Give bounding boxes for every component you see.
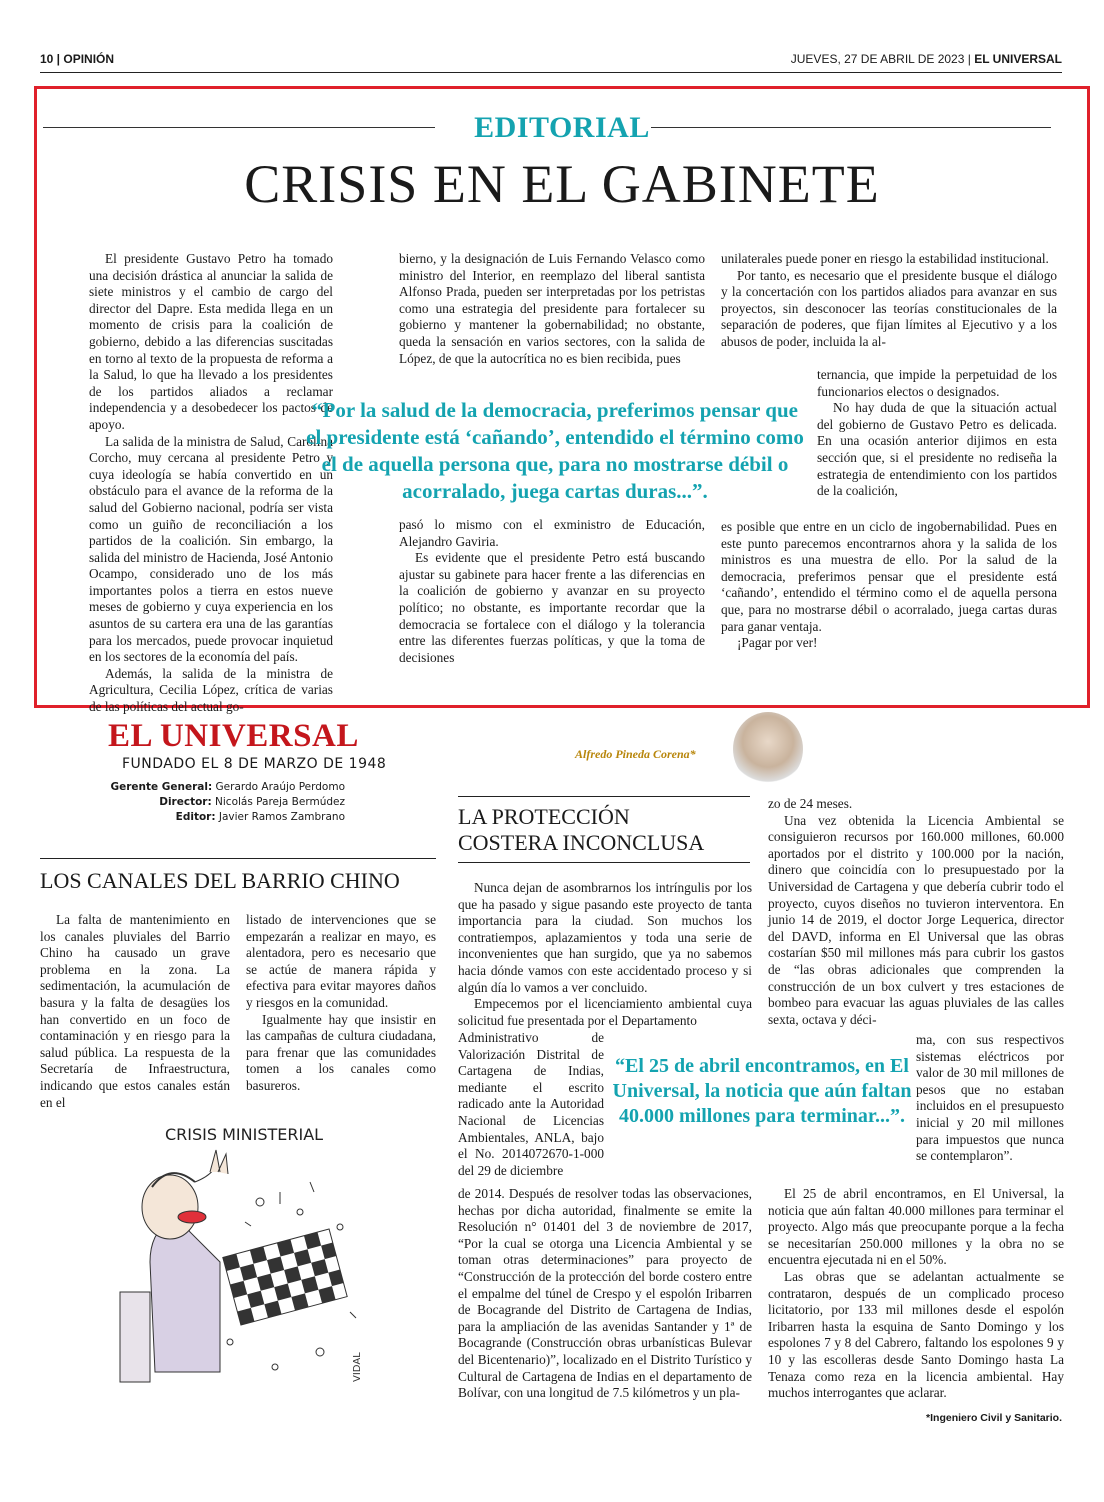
proteccion-column-1c: de 2014. Después de resolver todas las observaciones, hechas por dicha autoridad, finalmente se emite la Resolución n° 01401 del 3 de noviembre de 2017, “Por la cual se otorga una Licencia Ambiental y se toman otras determinaciones” para proyecto de “Construcción de la protección del borde costero entre el empalme del túnel de Crespo y el espolón Iribarren de Bocagrande del Distrito de Cartagena de Indias, para la ampliación de las avenidas Santander y 1ª de Bocagrande (Construcción obras urbanísticas Bulevar del Bicentenario)”, localizado en el Distrito Turístico y Cultural de Cartagena de Indias en el departamento de Bolívar, con una longitud de 7.5 kilómetros y un pla-: [458, 1186, 752, 1401]
issue-date: JUEVES, 27 DE ABRIL DE 2023 | EL UNIVERSAL: [790, 52, 1062, 66]
masthead-logo: EL UNIVERSAL: [108, 718, 359, 754]
canales-column-1: La falta de mantenimiento en los canales pluviales del Barrio Chino ha causado un grave problema en la zona. La sedimentación, la acumulación de basura y la falta de desagües los han convertido en un foco de contaminación y en riesgo para la salud pública. La respuesta de la Secretaría de Infraestructura, indicando que estos canales están en el: [40, 912, 230, 1110]
staff-line: Editor: Javier Ramos Zambrano: [175, 811, 345, 823]
editorial-label: EDITORIAL: [474, 111, 650, 144]
canales-column-2: listado de intervenciones que se empezarán a realizar en mayo, es alentadora, pero es necesario que se actúe de manera rápida y efectiva para evitar mayores daños y riesgos en la comunidad. Igualmente hay que insistir en las campañas de cultura ciudadana, para frenar que las comunidades tomen a los canales como basureros.: [246, 912, 436, 1093]
editorial-column-3b: ternancia, que impide la perpetuidad de los funcionarios electos o designados. No hay duda de que la situación actual del gobierno de Gustavo Petro es delicada. En una ocasión anterior dijimos en esta sección que, si el presidente no rediseña la estrategia de entendimiento con los partidos de la coalición,: [817, 367, 1057, 499]
staff-line: Director: Nicolás Pareja Bermúdez: [159, 796, 345, 808]
divider: [458, 796, 750, 797]
proteccion-column-1b: Administrativo de Valorización Distrital de Cartagena de Indias, mediante el escrito radicado ante la Autoridad Nacional de Licencias Ambientales, ANLA, bajo el No. 2014072670-1-000 del 29 de diciembre: [458, 1030, 604, 1178]
author-avatar: [733, 712, 803, 786]
proteccion-column-2b: ma, con sus respectivos sistemas eléctricos por valor de 30 mil millones de pesos que no estaban incluidos en el presupuesto inicial y 20 mil millones para impuestos que nunca se contemplaron”.: [916, 1032, 1064, 1164]
divider: [458, 862, 750, 863]
page-header: [40, 52, 1062, 73]
author-footnote: *Ingeniero Civil y Sanitario.: [926, 1412, 1062, 1424]
editorial-column-2a: bierno, y la designación de Luis Fernando Velasco como ministro del Interior, en reemplazo del liberal santista Alfonso Prada, pueden ser interpretadas por los petristas como una estrategia del presidente para fortalecer su gobierno y mantener la gobernabilidad; no obstante, queda la sensación en varios sectores, con la salida de López, de que la autocrítica no es bien recibida, pues: [399, 251, 705, 366]
editorial-box: [34, 86, 1090, 715]
editorial-column-3c: es posible que entre en un ciclo de ingobernabilidad. Pues en este punto parecemos encontrarnos ahora y la salida de los ministros es una muestra de ello. Por la salud de la democracia, preferimos pensar que el presidente está ‘cañando’, entendido el término como el de aquella persona que, para no mostrarse débil o acorralado, juega cartas duras para ganar ventaja. ¡Pagar por ver!: [721, 519, 1057, 651]
proteccion-pull-quote: “El 25 de abril encontramos, en El Universal, la noticia que aún faltan 40.000 millones para terminar...”.: [612, 1055, 912, 1127]
proteccion-title: LA PROTECCIÓN COSTERA INCONCLUSA: [458, 804, 705, 855]
cartoon-signature: VIDAL: [352, 1352, 363, 1382]
cartoon-caption: CRISIS MINISTERIAL: [165, 1125, 324, 1144]
proteccion-column-2a: zo de 24 meses. Una vez obtenida la Licencia Ambiental se consiguieron recursos por 160.000 millones, 60.000 aportados por el distrito y 100.000 por la nación, dinero que coincidía con lo presupuestado por la Universidad de Cartagena y que debería cubrir todo el proyecto, cuyos diseños no tuvieron interventora. En junio 14 de 2019, el doctor Jorge Lequerica, director del DAVD, informa en El Universal que las obras costarían $50 mil millones más para cubrir los gastos de “las obras adicionales que comprenden la construcción de un box culvert y tres estaciones de bombeo para evacuar las aguas pluviales de las calles sexta, octava y déci-: [768, 796, 1064, 1027]
editorial-column-3a: unilaterales puede poner en riesgo la estabilidad institucional. Por tanto, es necesario que el presidente busque el diálogo y la concertación con los partidos aliados para avanzar en sus proyectos, sin desconocer las teorías constitucionales de la separación de poderes, que fijan límites al Ejecutivo y a los abusos de poder, incluida la al-: [721, 251, 1057, 349]
staff-line: Gerente General: Gerardo Araújo Perdomo: [110, 781, 345, 793]
editorial-column-2b: pasó lo mismo con el exministro de Educación, Alejandro Gaviria. Es evidente que el presidente Petro está buscando ajustar su gabinete para hacer frente a las diferencias en la coalición de gobierno y avanzar en su proyecto político; no obstante, es importante recordar que la democracia se fortalece con el diálogo y la tolerancia entre las diferentes fuerzas políticas, y que la toma de decisiones: [399, 517, 705, 665]
editorial-title: CRISIS EN EL GABINETE: [244, 154, 880, 214]
author-name: Alfredo Pineda Corena*: [575, 747, 696, 761]
editorial-pull-quote: “Por la salud de la democracia, preferimos pensar que el presidente está ‘cañando’, entendido el término como el de aquella persona que, para no mostrarse débil o acorralado, juega cartas duras...”.: [306, 398, 804, 503]
proteccion-column-2c: El 25 de abril encontramos, en El Universal, la noticia que aún faltan 40.000 millones para terminar el proyecto. Algo más que preocupante porque a la fecha se necesitarían 250.000 millones y la obra no se encuentra ejecutada ni en el 50%. Las obras que se adelantan actualmente se contrataron, después de un complicado proceso licitatorio, por 133 mil millones desde el espolón Iribarren hasta la esquina de Santo Domingo y los espolones 7 y 8 del Cabrero, faltando los espolones 9 y 10 y las escolleras desde Santo Domingo hasta La Tenaza como reza en la licencia ambiental. Hay muchos interrogantes que aclarar.: [768, 1186, 1064, 1401]
cartoon-illustration: [110, 1112, 400, 1402]
proteccion-column-1a: Nunca dejan de asombrarnos los intríngulis por los que ha pasado y sigue pasando este proyecto de tanta importancia para la ciudad. Son muchos los contratiempos, aplazamientos y toda una serie de inconvenientes que han surgido, que ya no sabemos hacia dónde vamos con este accidentado proceso y si algún día lo vamos a ver concluido. Empecemos por el licenciamiento ambiental cuya solicitud fue presentada por el Departamento: [458, 880, 752, 1028]
canales-title: LOS CANALES DEL BARRIO CHINO: [40, 868, 400, 893]
divider: [40, 858, 436, 859]
masthead-staff: [60, 780, 345, 825]
editorial-column-1: El presidente Gustavo Petro ha tomado una decisión drástica al anunciar la salida de siete ministros y el cambio de cargo del director del Dapre. Esta medida llega en un momento de crisis para la coalición de gobierno, debido a las diferencias suscitadas en torno al texto de la propuesta de reforma a la Salud, lo que ha llevado a los presidentes de los partidos aliados a reclamar independencia y a desobedecer los pactos de apoyo. La salida de la ministra de Salud, Carolina Corcho, muy cercana al presidente Petro y cuya ideología se había convertido en un obstáculo para el avance de la reforma de la salud del Gobierno nacional, podría ser vista como un guiño de reconciliación a los partidos de la coalición. Sin embargo, la salida del ministro de Hacienda, José Antonio Ocampo, considerado uno de los más importantes polos a tierra en estos nueve meses de gobierno y cuya experiencia en los asuntos de su cartera era una de las garantías para los mercados, puede provocar inquietud en los sectores de la economía del país. Además, la salida de la ministra de Agricultura, Cecilia López, crítica de varias de las políticas del actual go-: [89, 251, 333, 715]
section-label: 10 | OPINIÓN: [40, 52, 115, 66]
masthead-founded: FUNDADO EL 8 DE MARZO DE 1948: [122, 756, 387, 772]
